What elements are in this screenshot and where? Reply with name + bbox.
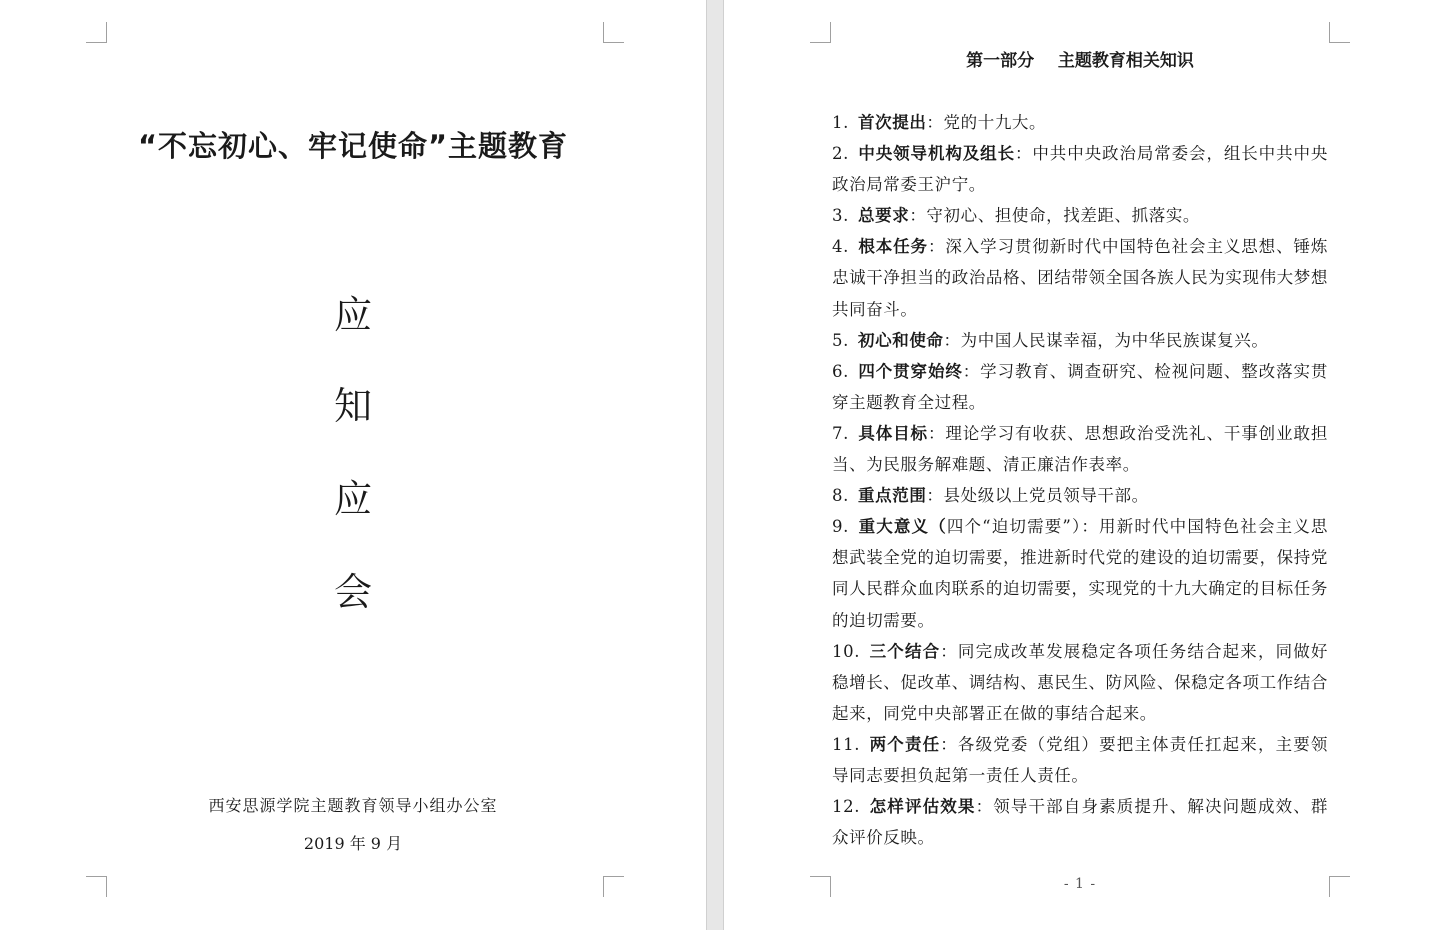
item-number: 3.	[832, 206, 849, 226]
item-number: 1.	[832, 113, 849, 132]
item-key: 重大意义（	[858, 517, 947, 537]
item-text: ：理论学习有收获、思想政治受洗礼、干事创业敢担当、为民服务解难题、清正廉洁作表率。	[832, 423, 1328, 475]
list-item	[832, 636, 1328, 729]
item-key: 首次提出	[858, 113, 927, 132]
list-item	[832, 511, 1328, 635]
item-text: ：领导干部自身素质提升、解决问题成效、群众评价反映。	[832, 797, 1328, 848]
item-key: 具体目标	[858, 423, 928, 443]
item-key: 重点范围	[858, 486, 927, 506]
list-item	[832, 418, 1328, 480]
content-page	[724, 0, 1436, 930]
item-key: 四个贯穿始终	[858, 361, 963, 381]
item-number: 7.	[832, 423, 849, 443]
item-text: ：深入学习贯彻新时代中国特色社会主义思想、锤炼忠诚干净担当的政治品格、团结带领全国各族人民为实现伟大梦想共同奋斗。	[832, 237, 1328, 319]
item-number: 6.	[832, 361, 849, 381]
cover-date: 2019 年 9 月	[303, 834, 403, 853]
crop-mark-top-right	[1329, 22, 1350, 43]
item-number: 12.	[832, 797, 861, 817]
item-number: 4.	[832, 237, 849, 257]
cover-title: “不忘初心、牢记使命”主题教育	[137, 129, 569, 163]
list-item	[832, 356, 1328, 418]
item-number: 5.	[832, 330, 849, 350]
page-gap	[706, 0, 724, 930]
item-text: ：同完成改革发展稳定各项任务结合起来，同做好稳增长、促改革、调结构、惠民生、防风险、保稳定各项工作结合起来，同党中央部署正在做的事结合起来。	[832, 641, 1329, 723]
crop-mark-bottom-right	[603, 876, 624, 897]
item-key: 两个责任	[869, 734, 941, 754]
item-key: 三个结合	[869, 641, 941, 661]
item-text: ：县处级以上党员领导干部。	[926, 486, 1149, 506]
item-text: 四个“迫切需要”）：用新时代中国特色社会主义思想武装全党的迫切需要，推进新时代党的建设的迫切需要，保持党同人民群众血肉联系的迫切需要，实现党的十九大确定的目标任务的迫切需要。	[832, 517, 1329, 630]
item-key: 中央领导机构及组长	[858, 144, 1015, 164]
item-text: ：各级党委（党组）要把主体责任扛起来，主要领导同志要担负起第一责任人责任。	[832, 734, 1329, 785]
cover-page	[0, 0, 706, 930]
item-number: 9.	[832, 517, 849, 537]
cover-big-char: 应	[333, 477, 372, 521]
cover-big-char: 应	[333, 293, 372, 337]
list-item	[832, 791, 1328, 853]
crop-mark-top-left	[86, 22, 107, 43]
list-item	[832, 325, 1328, 356]
item-number: 11.	[832, 734, 861, 754]
cover-organization: 西安思源学院主题教育领导小组办公室	[208, 796, 498, 815]
item-text: ：中共中央政治局常委会，组长中共中央政治局常委王沪宁。	[832, 144, 1328, 195]
list-item	[832, 138, 1328, 200]
crop-mark-bottom-left	[86, 876, 107, 897]
cover-big-char: 知	[333, 384, 372, 428]
item-key: 总要求	[858, 206, 910, 226]
item-key: 怎样评估效果	[869, 797, 976, 817]
section-title: 第一部分 主题教育相关知识	[966, 51, 1194, 71]
list-item	[832, 107, 1328, 138]
list-item	[832, 729, 1328, 791]
list-item	[832, 480, 1328, 511]
list-item	[832, 200, 1328, 231]
item-number: 8.	[832, 486, 849, 506]
cover-big-char: 会	[333, 570, 372, 614]
page-number: - 1 -	[1063, 876, 1097, 892]
item-key: 初心和使命	[858, 330, 944, 350]
item-text: ：党的十九大。	[926, 113, 1047, 132]
crop-mark-top-right	[603, 22, 624, 43]
item-text: ：守初心、担使命，找差距、抓落实。	[909, 206, 1201, 226]
crop-mark-top-left	[810, 22, 831, 43]
item-key: 根本任务	[858, 237, 928, 257]
item-text: ：为中国人民谋幸福，为中华民族谋复兴。	[943, 330, 1269, 350]
item-number: 2.	[832, 144, 849, 164]
item-number: 10.	[832, 641, 861, 661]
item-text: ：学习教育、调查研究、检视问题、整改落实贯穿主题教育全过程。	[832, 361, 1328, 412]
knowledge-list	[832, 107, 1328, 853]
list-item	[832, 231, 1328, 324]
